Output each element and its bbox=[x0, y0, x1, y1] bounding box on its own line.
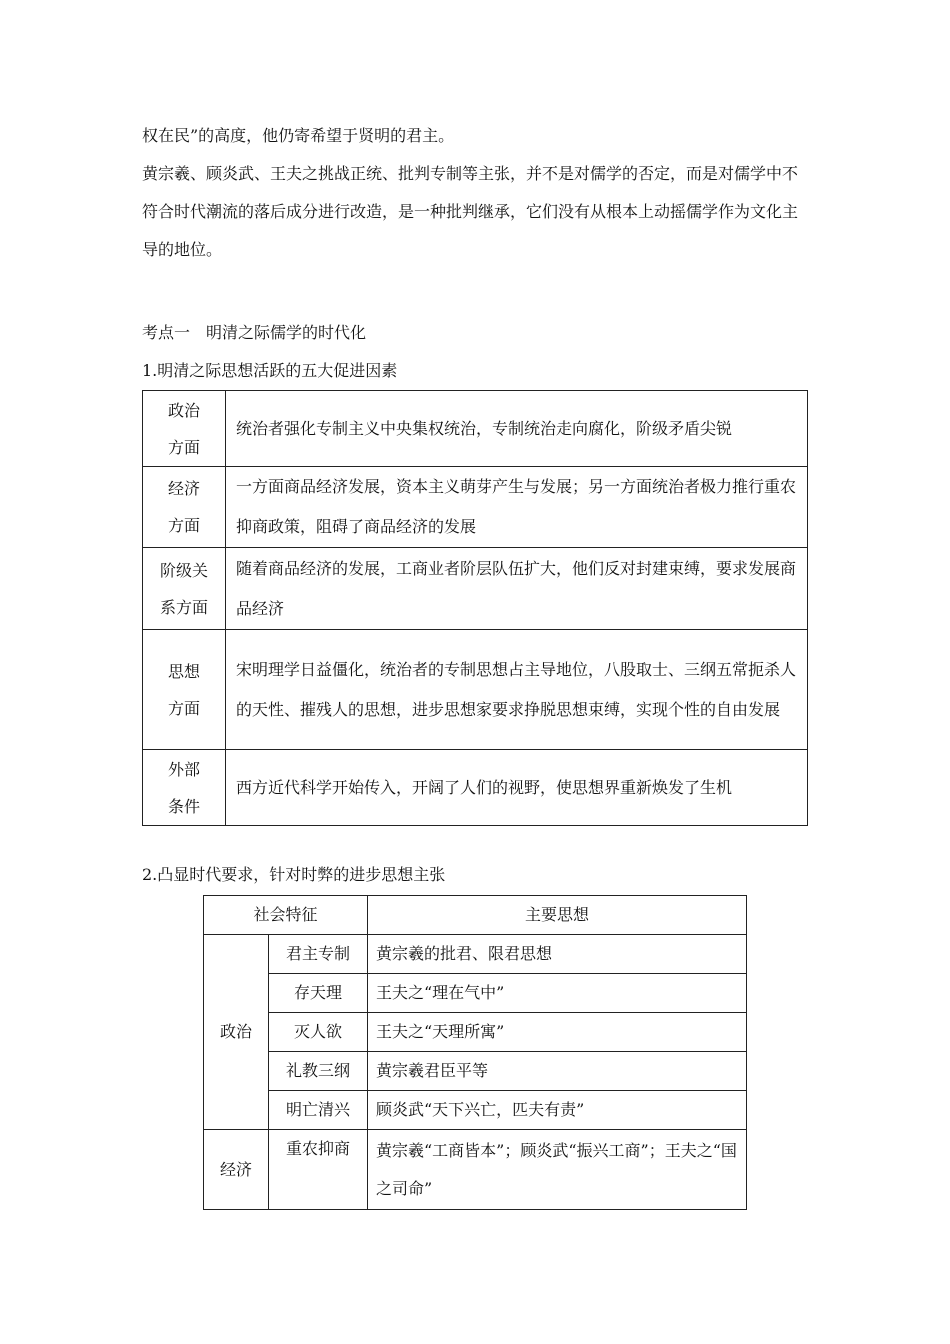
factor-text: 宋明理学日益僵化，统治者的专制思想占主导地位，八股取士、三纲五常扼杀人的天性、摧残人的思想，进步思想家要求挣脱思想束缚，实现个性的自由发展 bbox=[226, 630, 808, 750]
subheading-ideas: 2.凸显时代要求，针对时弊的进步思想主张 bbox=[142, 865, 446, 884]
factor-label: 阶级关 系方面 bbox=[143, 548, 226, 630]
factors-table bbox=[142, 390, 808, 826]
economy-label: 经济 bbox=[204, 1130, 269, 1210]
factor-label: 政治 方面 bbox=[143, 391, 226, 467]
thought-cell: 王夫之“理在气中” bbox=[368, 974, 747, 1013]
thought-cell: 顾炎武“天下兴亡，匹夫有责” bbox=[368, 1091, 747, 1130]
factor-text: 西方近代科学开始传入，开阔了人们的视野，使思想界重新焕发了生机 bbox=[226, 750, 808, 826]
table-row bbox=[204, 974, 747, 1013]
feature-cell: 明亡清兴 bbox=[269, 1091, 368, 1130]
thought-cell: 王夫之“天理所寓” bbox=[368, 1013, 747, 1052]
factor-text: 统治者强化专制主义中央集权统治，专制统治走向腐化，阶级矛盾尖锐 bbox=[226, 391, 808, 467]
feature-cell: 灭人欲 bbox=[269, 1013, 368, 1052]
table-header-row bbox=[204, 896, 747, 935]
factor-label: 经济 方面 bbox=[143, 467, 226, 548]
factor-text: 一方面商品经济发展，资本主义萌芽产生与发展；另一方面统治者极力推行重农抑商政策，阻碍了商品经济的发展 bbox=[226, 467, 808, 548]
table-row bbox=[204, 1013, 747, 1052]
feature-cell: 礼教三纲 bbox=[269, 1052, 368, 1091]
ideas-table bbox=[203, 895, 747, 1210]
feature-cell: 重农抑商 bbox=[269, 1130, 368, 1210]
factor-label: 外部 条件 bbox=[143, 750, 226, 826]
intro-line: 权在民”的高度，他仍寄希望于贤明的君主。 bbox=[142, 126, 455, 145]
feature-cell: 存天理 bbox=[269, 974, 368, 1013]
table-row bbox=[204, 1091, 747, 1130]
table-row bbox=[143, 467, 808, 548]
thought-cell: 黄宗羲“工商皆本”；顾炎武“振兴工商”；王夫之“国之司命” bbox=[368, 1130, 747, 1210]
factor-text: 随着商品经济的发展，工商业者阶层队伍扩大，他们反对封建束缚，要求发展商品经济 bbox=[226, 548, 808, 630]
thought-cell: 黄宗羲君臣平等 bbox=[368, 1052, 747, 1091]
table-row bbox=[143, 391, 808, 467]
table-row bbox=[204, 935, 747, 974]
header-feature: 社会特征 bbox=[204, 896, 368, 935]
table-row bbox=[143, 548, 808, 630]
factor-label: 思想 方面 bbox=[143, 630, 226, 750]
section-title: 考点一 明清之际儒学的时代化 bbox=[142, 323, 367, 342]
table-row bbox=[143, 750, 808, 826]
table-row bbox=[204, 1052, 747, 1091]
intro-paragraph: 黄宗羲、顾炎武、王夫之挑战正统、批判专制等主张，并不是对儒学的否定，而是对儒学中不符合时代潮流的落后成分进行改造，是一种批判继承，它们没有从根本上动摇儒学作为文化主导的地位。 bbox=[142, 164, 799, 259]
table-row bbox=[143, 630, 808, 750]
header-thought: 主要思想 bbox=[368, 896, 747, 935]
table-row bbox=[204, 1130, 747, 1210]
feature-cell: 君主专制 bbox=[269, 935, 368, 974]
thought-cell: 黄宗羲的批君、限君思想 bbox=[368, 935, 747, 974]
politics-label: 政治 bbox=[204, 935, 269, 1130]
subheading-factors: 1.明清之际思想活跃的五大促进因素 bbox=[142, 361, 398, 380]
